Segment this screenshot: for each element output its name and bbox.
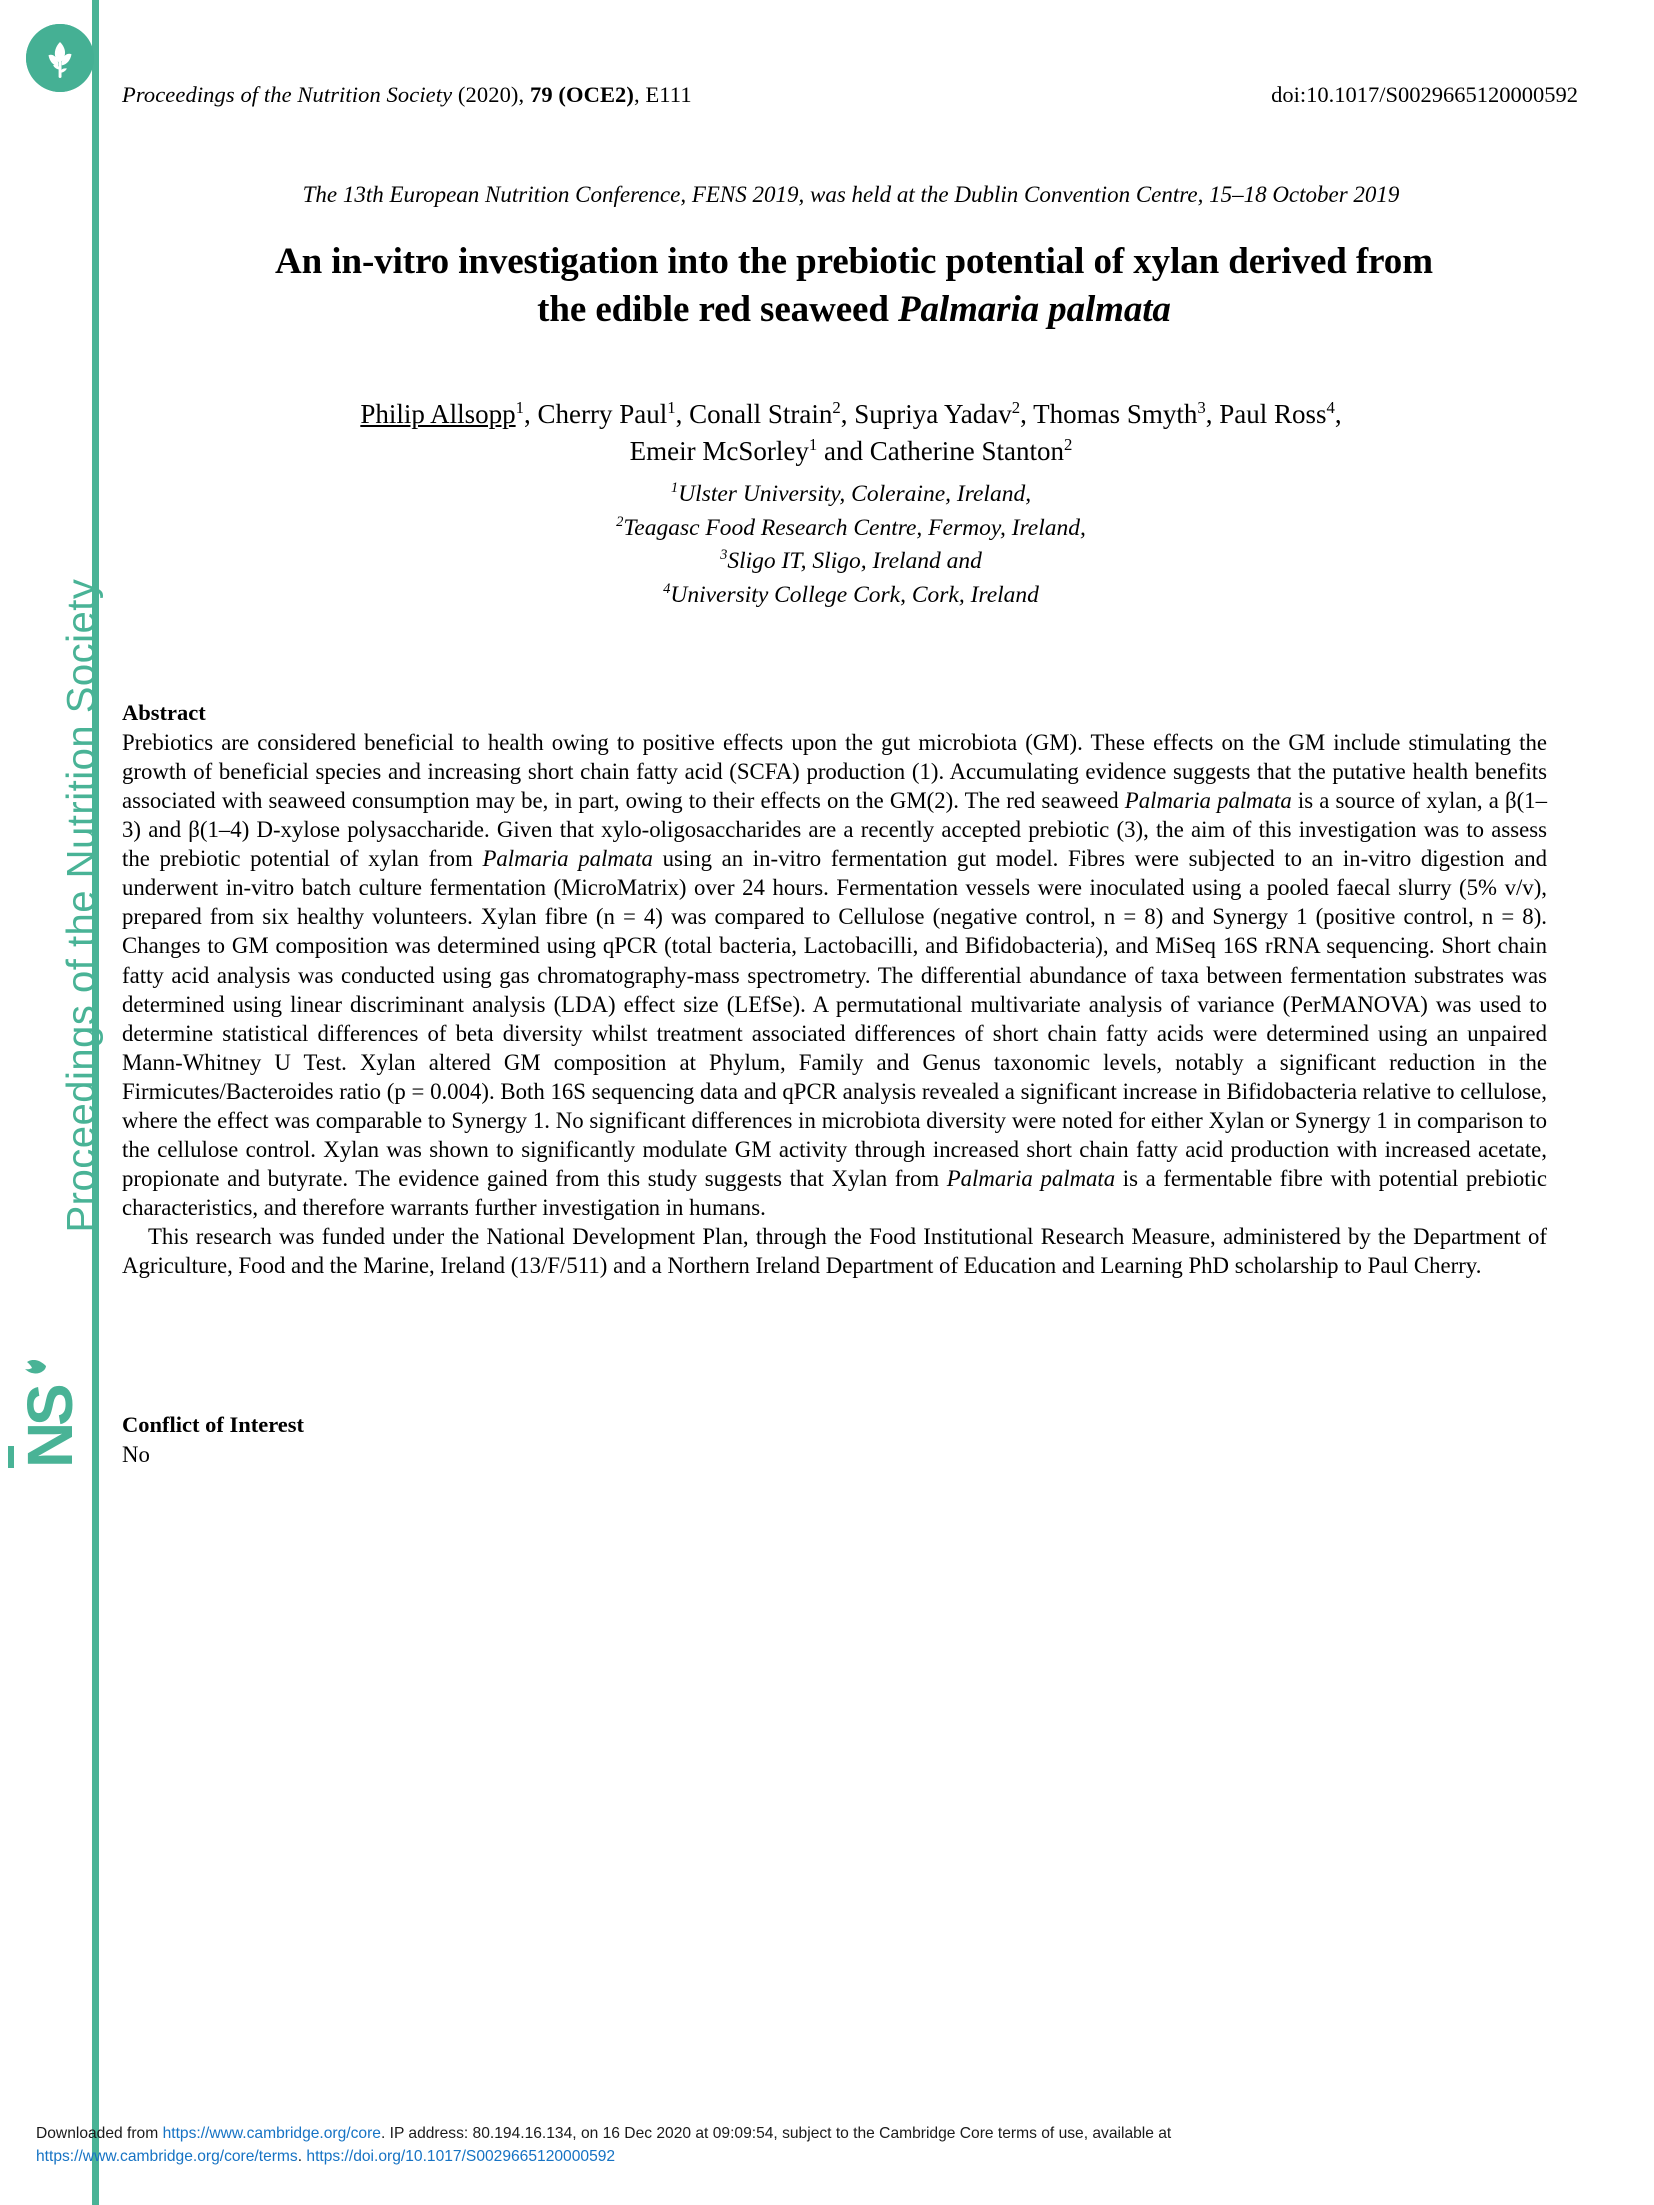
abstract-paragraph-1 — [122, 728, 1547, 1222]
author-name-3: Supriya Yadav — [854, 399, 1012, 429]
author-sup-4: 3 — [1197, 398, 1206, 417]
funding-paragraph: This research was funded under the National Development Plan, through the Food Institutional Research Measure, administered by the Department of Agriculture, Food and the Marine, Ireland (13/F/511) and a Northern Ireland Department of Education and Learning PhD scholarship to Paul Cherry. — [122, 1224, 1547, 1279]
author-sup-7: 2 — [1063, 435, 1073, 455]
author-name-4: Thomas Smyth — [1033, 399, 1198, 429]
footer-ip-text: . IP address: 80.194.16.134, on 16 Dec 2020 at 09:09:54, subject to the Cambridge Core terms of use, available at — [380, 2125, 1172, 2142]
author-sup-5: 4 — [1326, 398, 1335, 417]
author-name-0: Philip Allsopp — [360, 399, 516, 429]
download-footer — [36, 2122, 1616, 2169]
footer-line-2 — [36, 2145, 1616, 2168]
abstract-species-3: Palmaria palmata — [946, 1165, 1116, 1191]
affiliation-sup-3: 4 — [663, 580, 671, 597]
abstract-text-a: Prebiotics are considered beneficial to health owing to positive effects upon the gut microbiota (GM). These effects on the GM include stimulating the growth of beneficial species and increasing short chain fatty acid (SCFA) production (1). Accumulating evidence suggests that the putative health benefits associated with seaweed consumption may be, in part, owing to their effects on the GM(2). The red seaweed — [122, 730, 1547, 814]
running-header — [122, 82, 1580, 108]
citation-article-id: , E111 — [634, 82, 692, 107]
abstract-species-2: Palmaria palmata — [482, 846, 653, 872]
affiliation-text-3: University College Cork, Cork, Ireland — [670, 581, 1039, 608]
abstract-text-d: is a fermentable fibre with potential prebiotic characteristics, and therefore warrants further investigation in humans. — [122, 1165, 1547, 1220]
affiliation-sup-1: 2 — [616, 513, 624, 530]
footer-line-1 — [36, 2122, 1616, 2145]
author-sup-3: 2 — [1011, 398, 1021, 417]
affiliation-text-1: Teagasc Food Research Centre, Fermoy, Ireland, — [623, 514, 1086, 541]
journal-name: Proceedings of the Nutrition Society — [122, 82, 453, 107]
journal-rail-title: Proceedings of the Nutrition Society — [59, 578, 104, 1233]
journal-citation — [122, 82, 692, 108]
affiliation-list — [122, 478, 1580, 612]
affiliation-item — [122, 579, 1580, 613]
cambridge-terms-link[interactable]: https://www.cambridge.org/core/terms — [36, 2148, 298, 2166]
affiliation-sup-0: 1 — [670, 480, 679, 497]
author-sup-1: 1 — [667, 398, 676, 417]
affiliation-item — [122, 512, 1580, 546]
conflict-of-interest-value: No — [122, 1442, 150, 1467]
author-name-5: Paul Ross — [1219, 399, 1327, 429]
footer-prefix: Downloaded from — [36, 2125, 163, 2142]
author-conjunction: and — [824, 436, 863, 467]
svg-text:S: S — [14, 1383, 86, 1426]
conflict-of-interest-section — [122, 1412, 1547, 1469]
affiliation-item — [122, 545, 1580, 579]
cambridge-core-link[interactable]: https://www.cambridge.org/core — [162, 2125, 381, 2142]
affiliation-sup-2: 3 — [720, 547, 728, 564]
wheat-leaf-roundel-icon — [26, 24, 94, 92]
ns-monogram-icon — [8, 1360, 94, 1510]
author-name-7: Catherine Stanton — [869, 436, 1064, 467]
conference-note: The 13th European Nutrition Conference, FENS 2019, was held at the Dublin Convention Centre, 15–18 October 2019 — [302, 182, 1400, 207]
abstract-species-1: Palmaria palmata — [1124, 788, 1292, 814]
title-line-1: An in-vitro investigation into the prebiotic potential of xylan derived from — [275, 241, 1433, 282]
affiliation-item — [122, 478, 1580, 512]
author-sup-2: 2 — [832, 398, 841, 417]
conflict-of-interest-heading: Conflict of Interest — [122, 1412, 305, 1437]
abstract-heading: Abstract — [122, 700, 206, 725]
abstract-section — [122, 700, 1547, 1280]
affiliation-text-0: Ulster University, Coleraine, Ireland, — [678, 481, 1032, 507]
abstract-text-b: is a source of xylan, a β(1–3) and β(1–4) D-xylose polysaccharide. Given that xylo-oligosaccharides are a recently accepted prebiotic (3), the aim of this investigation was to assess the prebiotic potential of xylan from — [122, 788, 1547, 872]
author-list: Philip Allsopp$^1$, Cherry Paul$^1$, Conall Strain$^2$, Supriya Yadav$^2$, Thomas Smyth$^3$, Paul Ross$^4$, Emeir McSorley$^1$ and Catherine Stanton$^2$ — [360, 398, 1342, 467]
citation-year: (2020), — [452, 82, 530, 107]
author-sup-0: 1 — [515, 398, 524, 417]
citation-issue: (OCE2) — [552, 82, 634, 107]
author-name-6: Emeir McSorley — [629, 436, 809, 467]
author-name-2: Conall Strain — [689, 399, 833, 429]
author-name-1: Cherry Paul — [537, 399, 668, 429]
doi-text: doi:10.1017/S0029665120000592 — [1271, 82, 1578, 107]
svg-text:N: N — [14, 1421, 86, 1468]
title-species-name: Palmaria palmata — [897, 289, 1171, 331]
footer-separator: . — [297, 2148, 307, 2166]
abstract-text-c: using an in-vitro fermentation gut model. Fibres were subjected to an in-vitro digestion and underwent in-vitro batch culture fermentation (MicroMatrix) over 24 hours. Fermentation vessels were inoculated using a pooled faecal slurry (5% v/v), prepared from six healthy volunteers. Xylan fibre (n = 4) was compared to Cellulose (negative control, n = 8) and Synergy 1 (positive control, n = 8). Changes to GM composition was determined using qPCR (total bacteria, Lactobacilli, and Bifidobacteria), and MiSeq 16S rRNA sequencing. Short chain fatty acid analysis was conducted using gas chromatography-mass spectrometry. The differential abundance of taxa between fermentation substrates was determined using linear discriminant analysis (LDA) effect size (LEfSe). A permutational multivariate analysis of variance (PerMANOVA) was used to determine statistical differences of beta diversity whilst treatment associated differences of short chain fatty acids were determined using an unpaired Mann-Whitney U Test. Xylan altered GM composition at Phylum, Family and Genus taxonomic levels, notably a significant reduction in the Firmicutes/Bacteroides ratio (p = 0.004). Both 16S sequencing data and qPCR analysis revealed a significant increase in Bifidobacteria relative to cellulose, where the effect was comparable to Synergy 1. No significant differences in microbiota diversity were noted for either Xylan or Synergy 1 in comparison to the cellulose control. Xylan was shown to significantly modulate GM activity through increased short chain fatty acid production with increased acetate, propionate and butyrate. The evidence gained from this study suggests that Xylan from — [122, 846, 1548, 1191]
page-title — [130, 238, 1578, 334]
affiliation-text-2: Sligo IT, Sligo, Ireland and — [727, 548, 982, 575]
citation-volume: 79 — [529, 82, 553, 107]
doi-link[interactable]: https://doi.org/10.1017/S0029665120000592 — [306, 2148, 616, 2166]
author-sup-6: 1 — [808, 435, 818, 455]
title-line-2-prefix: the edible red seaweed — [537, 289, 898, 331]
